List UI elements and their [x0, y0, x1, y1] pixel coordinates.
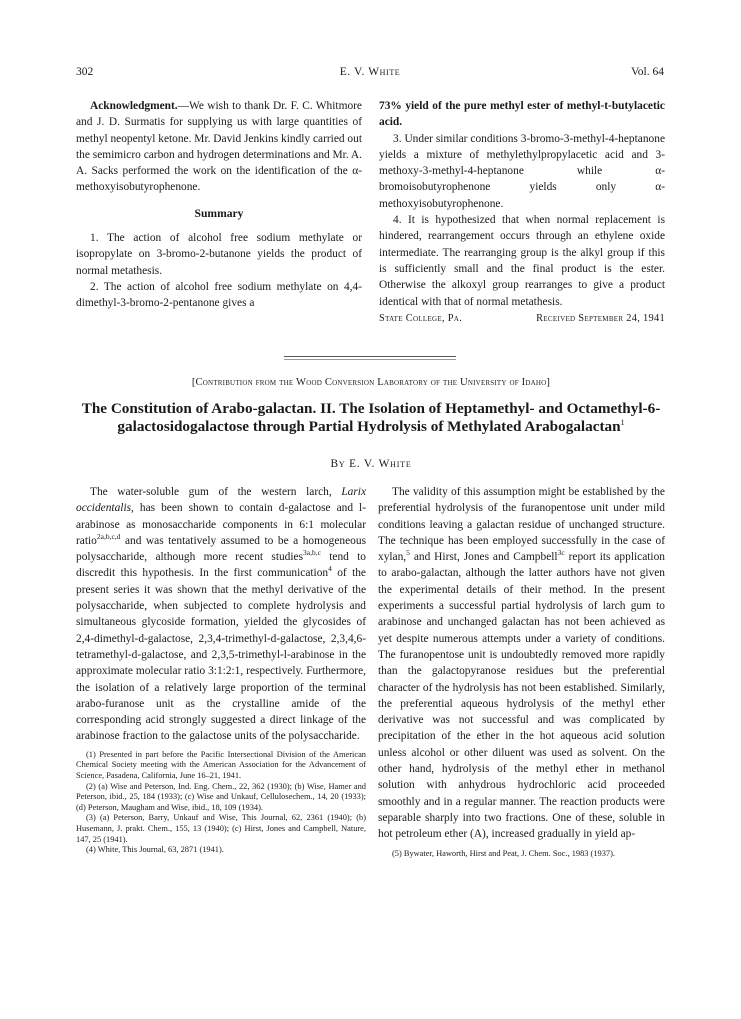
body-paragraph-1: [76, 484, 366, 745]
footnote-5: (5) Bywater, Haworth, Hirst and Peat, J. Chem. Soc., 1983 (1937).: [392, 848, 615, 858]
citation-sup: 3a,b,c: [303, 548, 321, 558]
body-text: , has been shown to contain d-galactose and l-arabinose as monosaccharide components in 6:1 molecular ratio: [76, 502, 366, 547]
article-divider: [284, 356, 456, 357]
citation-sup: 2a,b,c,d: [96, 532, 121, 542]
article-left-column: [76, 484, 366, 856]
citation-sup: 4: [328, 564, 332, 574]
body-text: and was tentatively assumed to be a homogeneous polysaccharide, although more recent studies: [76, 534, 366, 564]
article-right-column: [378, 484, 665, 859]
body-text: The validity of this assumption might be established by the preferential hydrolysis of the furanopentose unit under mild conditions leaving a galactan residue of unchanged structure. The technique has been employed successfully in the case of xylan,: [378, 486, 665, 564]
body-text: report its application to arabo-galactan, although the latter authors have not given the experimental details of their method. In the present experiments a successful partial hydrolysis of larch gum to arabinose and unchanged galactan has not been achieved as yet despite numerous attempts under a variety of conditions. The furanopentose unit is undoubtedly removed more rapidly than the galactopyranose residues but the preferential character of the hydrolysis has not been established. Similarly, the preferential aqueous hydrolysis of the methyl ether derivative was not successful and was complicated by precipitation of the ether in the hot aqueous acid solution unless alcohol or other diluent was used as solvent. On the other hand, hydrolysis of the methyl ether in methanol solution with anhydrous hydrochloric acid proceeded smoothly and in a regular manner. The reaction products were separable sharply into two fractions. One of these, soluble in hot petroleum ether (A), increased gradually in yield ap-: [378, 551, 665, 841]
title-footnote-mark: 1: [620, 417, 625, 427]
footnote-1: (1) Presented in part before the Pacific Intersectional Division of the American Chemical Society meeting with the American Association for the Advancement of Science, Pasadena, California, June 16–21, 1941.: [76, 749, 366, 780]
body-text: and Hirst, Jones and Campbell: [409, 551, 558, 564]
page-number: 302: [76, 66, 94, 78]
citation-sup: 5: [406, 548, 410, 558]
citation-sup: 3c: [557, 548, 565, 558]
summary-item-1: 1. The action of alcohol free sodium methylate or isopropylate on 3-bromo-2-butanone yields the product of normal metathesis.: [76, 232, 362, 277]
volume-label: Vol. 64: [630, 66, 664, 78]
received-date: Received September 24, 1941: [536, 312, 665, 324]
previous-article-left-column: [76, 98, 362, 312]
summary-item-4: 4. It is hypothesized that when normal replacement is hindered, rearrangement occurs through an ethylene oxide intermediate. The rearranging group is the alkyl group if this is sufficiently small and the final product is the ester. Otherwise the alkoxyl group rearranges to give a product identical with that of normal metathesis.: [379, 214, 665, 308]
contribution-line: [Contribution from the Wood Conversion Laboratory of the University of Idaho]: [191, 377, 551, 388]
summary-item-2: 2. The action of alcohol free sodium methylate on 4,4-dimethyl-3-bromo-2-pentanone gives a: [76, 280, 362, 310]
body-text: tend to discredit this hypothesis. In the first communication: [76, 551, 366, 580]
body-paragraph-2: [378, 484, 665, 843]
body-text: The water-soluble gum of the western larch,: [90, 486, 342, 498]
signature-place: State College, Pa.: [379, 312, 463, 324]
summary-item-2-continued: 73% yield of the pure methyl ester of methyl-t-butylacetic acid.: [379, 100, 665, 129]
footnote-3: (3) (a) Peterson, Barry, Unkauf and Wise, This Journal, 62, 2361 (1940); (b) Husemann, J. prakt. Chem., 155, 13 (1940); (c) Hirst, Jones and Campbell, Nature, 147, 25 (1941).: [76, 813, 366, 844]
acknowledgment-label: Acknowledgment.: [90, 100, 178, 112]
body-text: of the present series it was shown that the methyl derivative of the polysaccharide, when subjected to complete hydrolysis and simultaneous glycoside formation, yielded the glycosides of 2,4-dimethyl-d-galactose, 2,3,4-trimethyl-d-galactose, 2,3,4,6-tetramethyl-d-galactose, and 2,3,5-trimethyl-l-arabinose in the approximate molecular ratio 3:1:2:1, respectively. Furthermore, the isolation of a relatively large proportion of the terminal arabo-furanose unit as the crystalline amide of the corresponding acid strongly suggested a direct linkage of the arabinose fraction to the galactose units of the polysaccharide.: [76, 567, 366, 743]
footnotes: [76, 750, 366, 856]
summary-item-3: 3. Under similar conditions 3-bromo-3-methyl-4-heptanone yields a mixture of methylethylpropylacetic acid and 3-methoxy-3-methyl-4-heptanone while α-bromoisobutyrophenone yields only α-methoxyisobutyrophenone.: [379, 132, 665, 210]
article-divider-secondary: [284, 359, 456, 360]
running-head: [76, 66, 664, 82]
byline: By E. V. White: [330, 458, 412, 470]
species-name: Larix occidentalis: [76, 486, 366, 515]
article-title: [76, 400, 666, 435]
previous-article-right-column: [379, 98, 665, 327]
signature-line: [379, 311, 665, 327]
footnote-2: (2) (a) Wise and Peterson, Ind. Eng. Chem., 22, 362 (1930); (b) Wise, Hamer and Peterson, ibid., 25, 184 (1933); (c) Wise and Unkauf, Cellulosechem., 14, 20 (1933); (d) Peterson, Maugham and Wise, ibid., 18, 109 (1934).: [76, 781, 366, 812]
running-author: E. V. White: [339, 66, 401, 78]
acknowledgment-paragraph: [76, 98, 362, 196]
footnote-4: (4) White, This Journal, 63, 2871 (1941).: [86, 845, 224, 855]
article-title-text: The Constitution of Arabo-galactan. II. The Isolation of Heptamethyl- and Octamethyl-6-galactosidogalactose through Partial Hydrolysis of Methylated Arabogalactan: [81, 400, 661, 435]
acknowledgment-text: —We wish to thank Dr. F. C. Whitmore and J. D. Surmatis for supplying us with large quantities of methyl neopentyl ketone. Mr. David Jenkins kindly carried out the semimicro carbon and hydrogen determinations and Mr. A. A. Sacks performed the work on the identification of the α-methoxyisobutyrophenone.: [76, 100, 362, 194]
summary-heading: Summary: [194, 206, 244, 220]
